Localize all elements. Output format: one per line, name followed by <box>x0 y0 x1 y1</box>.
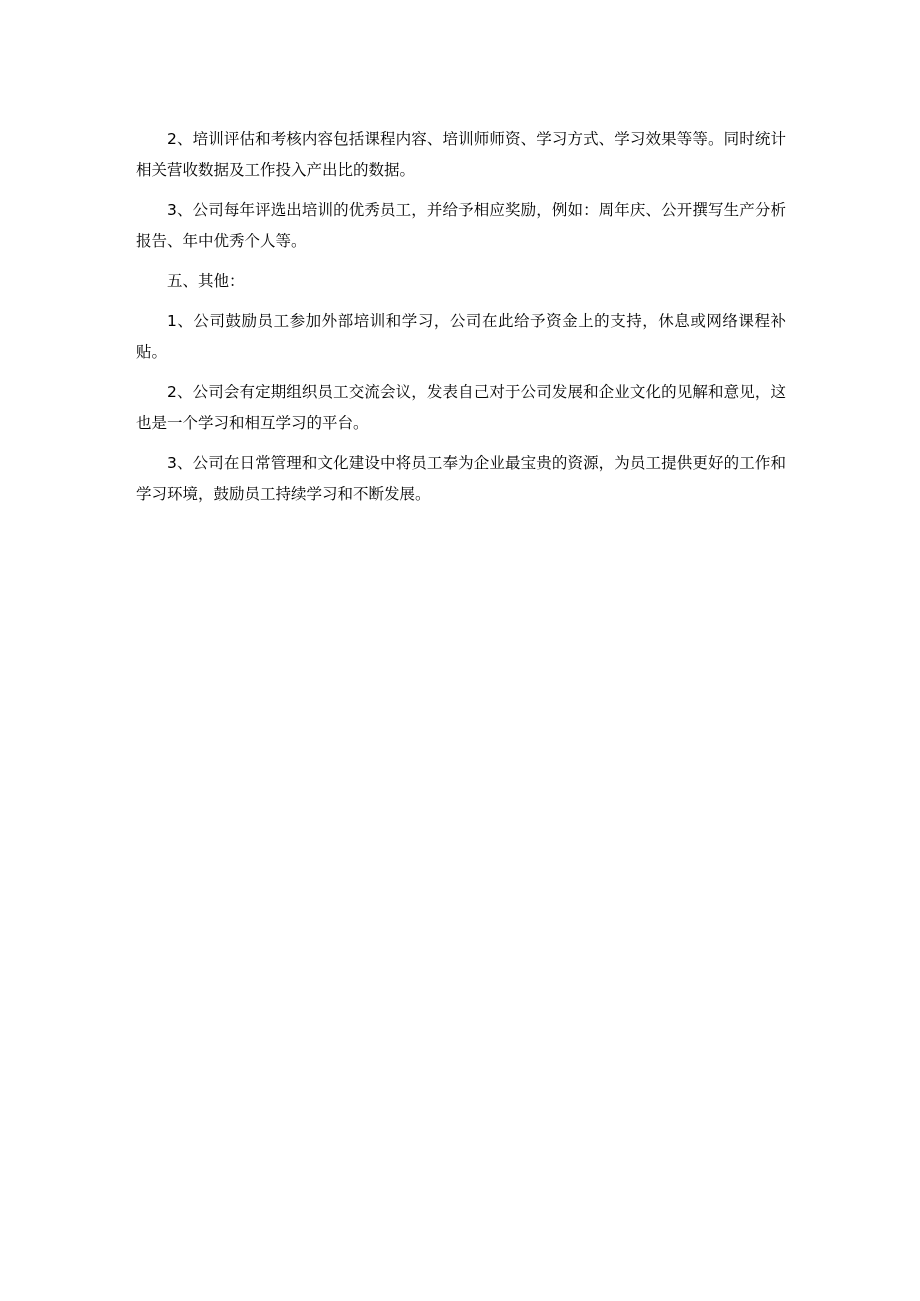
paragraph-annual-award: 3、公司每年评选出培训的优秀员工，并给予相应奖励，例如：周年庆、公开撰写生产分析报告、年中优秀个人等。 <box>136 201 786 250</box>
document-body <box>136 124 786 519</box>
section-heading-other: 五、其他： <box>167 272 245 290</box>
paragraph-exchange-meeting: 2、公司会有定期组织员工交流会议，发表自己对于公司发展和企业文化的见解和意见，这也是一个学习和相互学习的平台。 <box>136 383 786 432</box>
paragraph-employee-resource: 3、公司在日常管理和文化建设中将员工奉为企业最宝贵的资源，为员工提供更好的工作和学习环境，鼓励员工持续学习和不断发展。 <box>136 454 786 503</box>
paragraph-external-training: 1、公司鼓励员工参加外部培训和学习，公司在此给予资金上的支持，休息或网络课程补贴。 <box>136 312 786 361</box>
paragraph-evaluation-content: 2、培训评估和考核内容包括课程内容、培训师师资、学习方式、学习效果等等。同时统计相关营收数据及工作投入产出比的数据。 <box>136 130 786 179</box>
